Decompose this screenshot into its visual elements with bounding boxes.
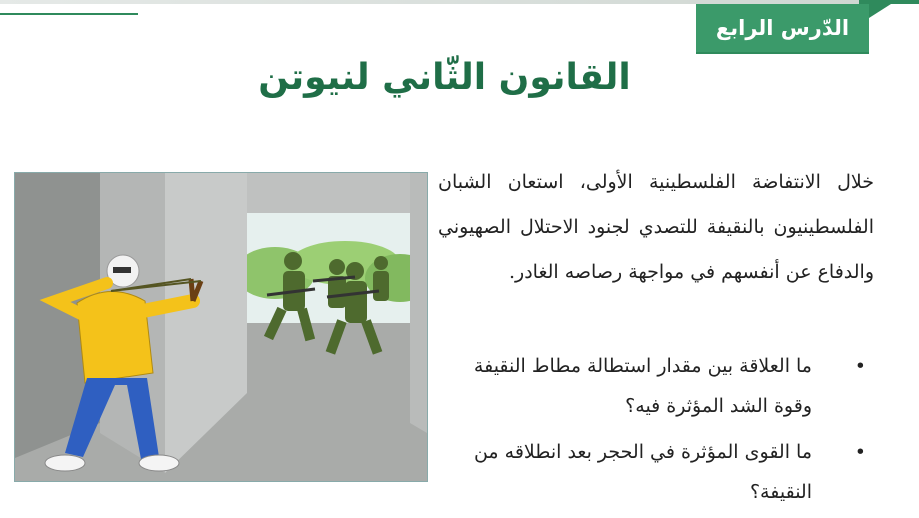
- question-item: [438, 432, 874, 512]
- question-text: ما العلاقة بين مقدار استطالة مطاط النقيفة وقوة الشد المؤثرة فيه؟: [473, 355, 812, 417]
- lesson-number-tab: [696, 4, 869, 52]
- illustration-svg: [15, 173, 427, 481]
- question-list: [438, 346, 874, 518]
- slingshot-illustration: [14, 172, 428, 482]
- intro-paragraph: خلال الانتفاضة الفلسطينية الأولى، استعان الشبان الفلسطينيون بالنقيفة للتصدي لجنود الاحتلال الصهيوني والدفاع عن أنفسهم في مواجهة رصاصه الغادر.: [438, 171, 874, 283]
- bullet-icon: •: [854, 355, 866, 377]
- page-title: القانون الثّاني لنيوتن: [258, 57, 631, 98]
- tab-corner-decoration: [869, 4, 891, 18]
- question-text: ما القوى المؤثرة في الحجر بعد انطلاقه من النقيفة؟: [473, 441, 812, 503]
- lesson-number-label: الدّرس الرابع: [715, 16, 850, 40]
- top-left-accent-line: [0, 13, 138, 15]
- question-item: [438, 346, 874, 426]
- bullet-icon: •: [854, 441, 866, 463]
